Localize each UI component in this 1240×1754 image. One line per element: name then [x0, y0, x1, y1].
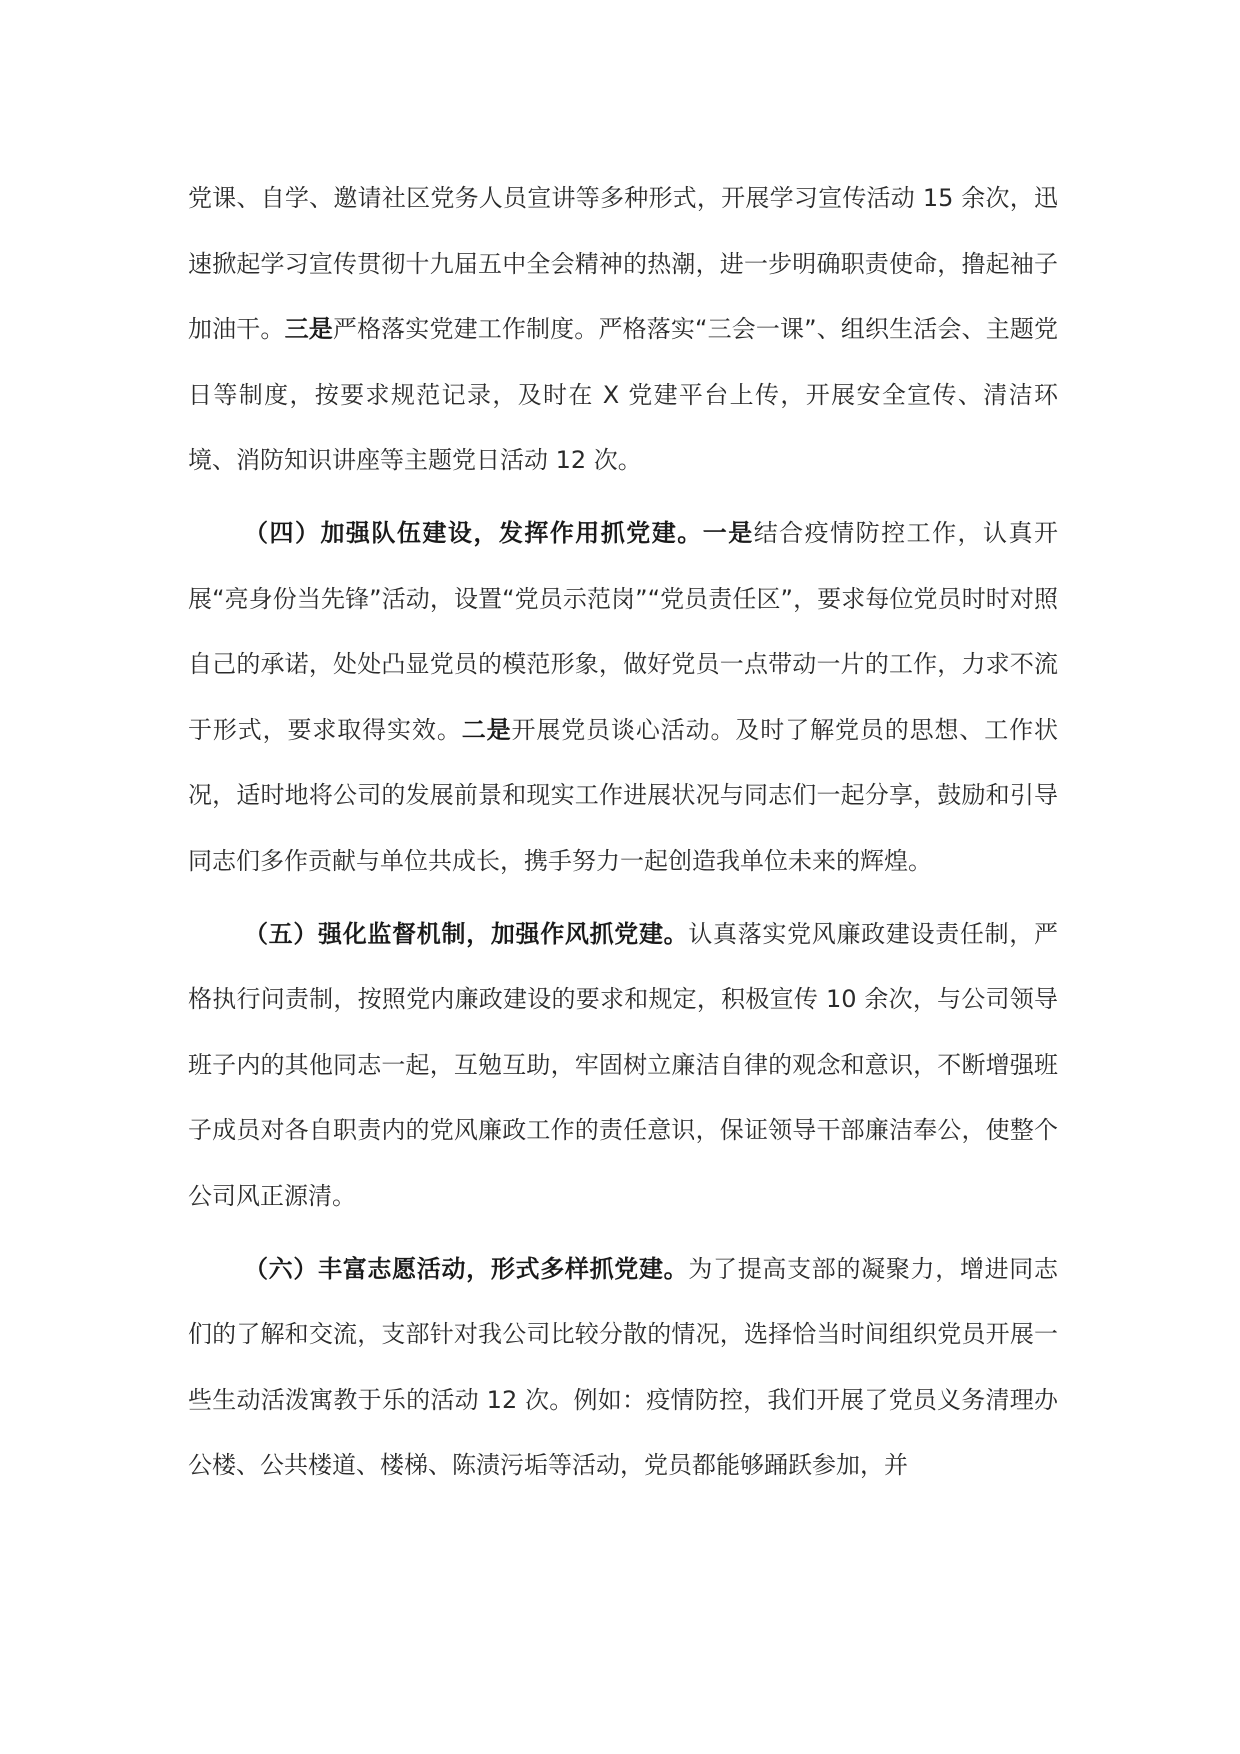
paragraph-3-heading: （五）强化监督机制，加强作风抓党建。 — [244, 919, 689, 948]
paragraph-1 — [188, 166, 1058, 494]
paragraph-4-text: 为了提高支部的凝聚力，增进同志们的了解和交流，支部针对我公司比较分散的情况，选择恰当时间组织党员开展一些生动活泼寓教于乐的活动 12 次。例如：疫情防控，我们开展了党员义务清理办公楼、公共楼道、楼梯、陈渍污垢等活动，党员都能够踊跃参加，并 — [188, 1254, 1058, 1480]
paragraph-2-marker-er-shi: 二是 — [461, 715, 512, 744]
paragraph-2-text-2: 开展党员谈心活动。及时了解党员的思想、工作状况，适时地将公司的发展前景和现实工作进展状况与同志们一起分享，鼓励和引导同志们多作贡献与单位共成长，携手努力一起创造我单位未来的辉煌。 — [188, 715, 1059, 875]
paragraph-2-text-1: 结合疫情防控工作，认真开展“亮身份当先锋”活动，设置“党员示范岗”“党员责任区”，要求每位党员时时对照自己的承诺，处处凸显党员的模范形象，做好党员一点带动一片的工作，力求不流于形式，要求取得实效。 — [188, 518, 1059, 744]
paragraph-1-text-1: 党课、自学、邀请社区党务人员宣讲等多种形式，开展学习宣传活动 15 余次，迅速掀起学习宣传贯彻十九届五中全会精神的热潮，进一步明确职责使命，撸起袖子加油干。 — [188, 184, 1058, 344]
paragraph-4 — [188, 1237, 1058, 1499]
paragraph-1-marker-san-shi: 三是 — [284, 315, 333, 344]
document-body — [188, 166, 1058, 1499]
paragraph-2-heading: （四）加强队伍建设，发挥作用抓党建。 — [244, 518, 703, 547]
paragraph-2-marker-yi-shi: 一是 — [702, 518, 754, 547]
paragraph-3 — [188, 902, 1058, 1230]
paragraph-3-text: 认真落实党风廉政建设责任制，严格执行问责制，按照党内廉政建设的要求和规定，积极宣传 10 余次，与公司领导班子内的其他同志一起，互勉互助，牢固树立廉洁自律的观念和意识，不断增强班子成员对各自职责内的党风廉政工作的责任意识，保证领导干部廉洁奉公，使整个公司风正源清。 — [188, 919, 1058, 1210]
paragraph-2 — [188, 501, 1058, 895]
paragraph-1-text-2: 严格落实党建工作制度。严格落实“三会一课”、组织生活会、主题党日等制度，按要求规范记录，及时在 X 党建平台上传，开展安全宣传、清洁环境、消防知识讲座等主题党日活动 12 次。 — [188, 315, 1059, 475]
paragraph-4-heading: （六）丰富志愿活动，形式多样抓党建。 — [244, 1254, 689, 1283]
